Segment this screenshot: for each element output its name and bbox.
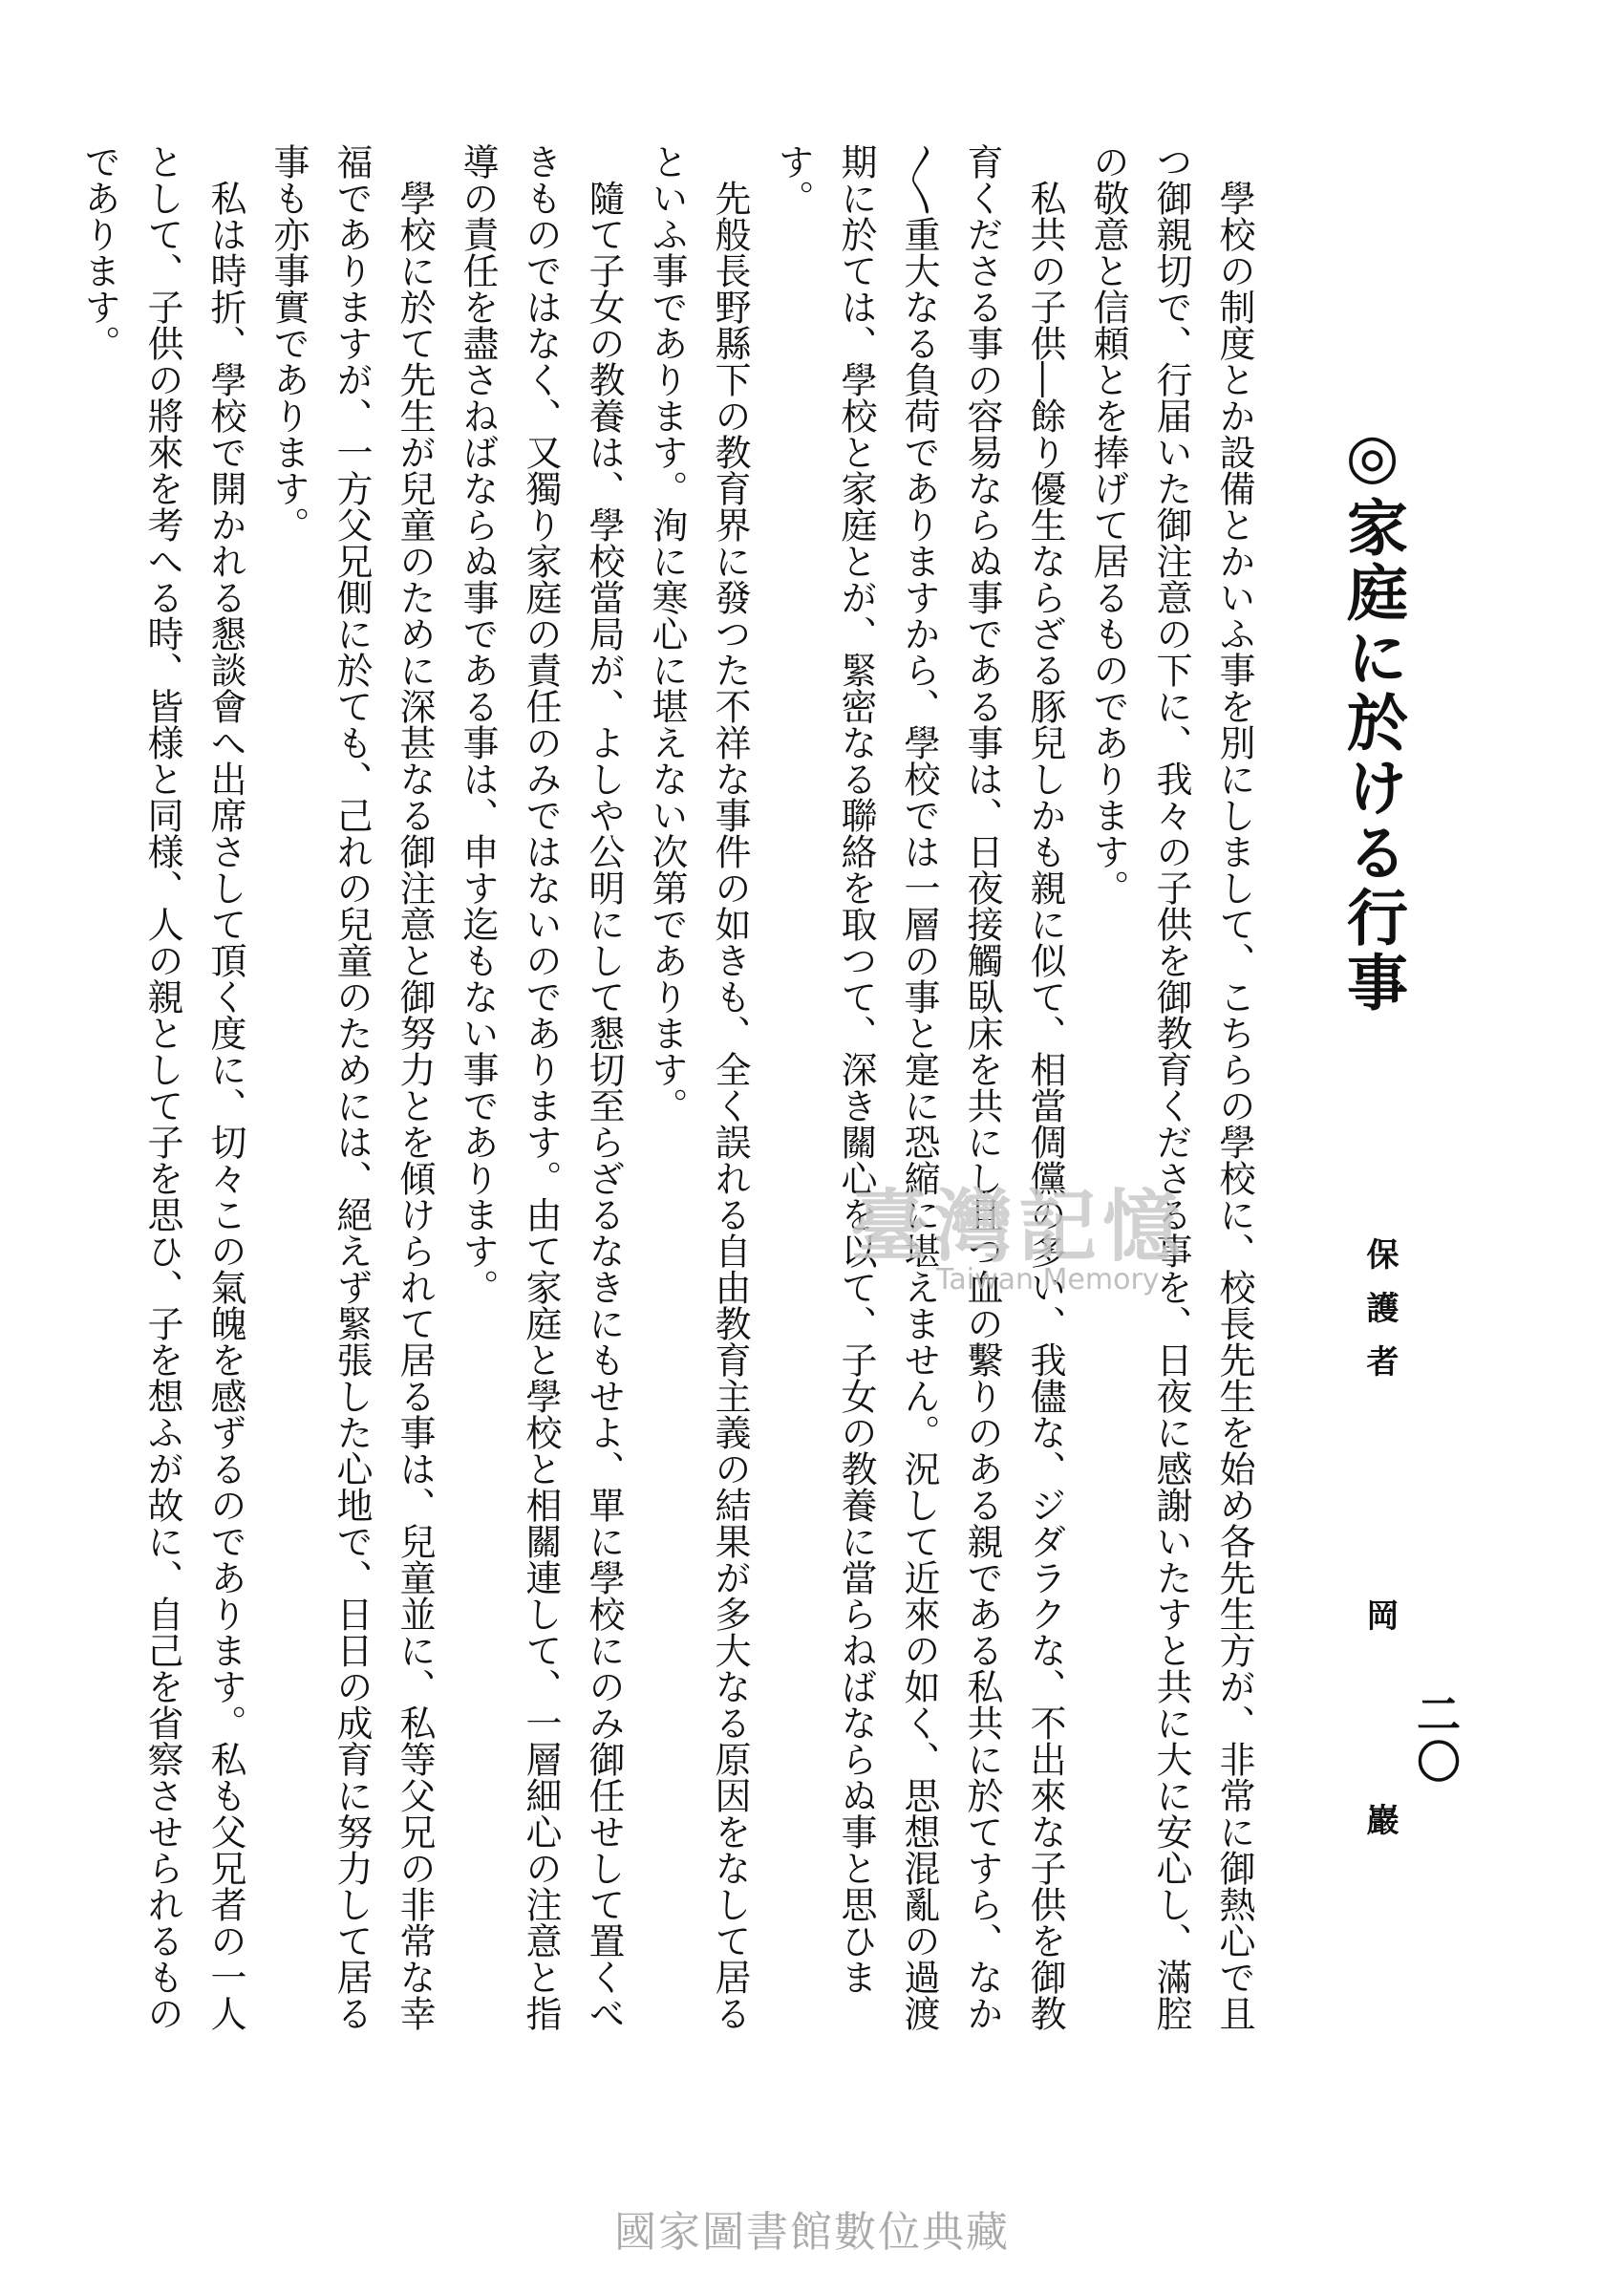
- author-name: 岡巖: [1360, 1598, 1399, 2007]
- body-paragraph-1: 學校の制度とか設備とかいふ事を別にしまして、こちらの學校に、校長先生を始め各先生方が、非常に御熱心で且つ御親切で、行届いた御注意の下に、我々の子供を御教育くださる事を、日夜に感謝いたすと共に大に安心し、滿腔の敬意と信頼とを捧げて居るものであります。: [1087, 143, 1255, 2031]
- body-paragraph-4: 隨て子女の教養は、學校當局が、よしや公明にして懇切至らざるなきにもせよ、單に學校にのみ御任せして置くべきものではなく、又獨り家庭の責任のみではないのであります。由て家庭と學校と相關連して、一層細心の注意と指導の責任を盡さねばならぬ事である事は、申す迄もない事であります。: [457, 143, 625, 2031]
- article-title: ◎家庭に於ける行事: [1336, 420, 1408, 1016]
- body-paragraph-2: 私共の子供―餘り優生ならざる豚兒しかも親に似て、相當倜儻の多い、我儘な、ジダラクな、不出來な子供を御教育くださる事の容易ならぬ事である事は、日夜接觸臥床を共にし且つ血の繫りのある親である私共に於てすら、なか〳〵重大なる負荷でありますから、學校では一層の事と寔に恐縮に堪えません。況して近來の如く、思想混亂の過渡期に於ては、學校と家庭とが、緊密なる聯絡を取つて、深き關心を以て、子女の教養に當らねばならぬ事と思ひます。: [772, 143, 1066, 2031]
- article-body: [78, 143, 1266, 2054]
- body-paragraph-5: 學校に於て先生が兒童のために深甚なる御注意と御努力とを傾けられて居る事は、兒童並に、私等父兄の非常な幸福でありますが、一方父兄側に於ても、己れの兒童のためには、絕えず緊張した心地で、日日の成育に努力して居る事も亦事實であります。: [267, 143, 436, 2031]
- body-paragraph-3: 先般長野縣下の教育界に發つた不祥な事件の如きも、全く誤れる自由教育主義の結果が多大なる原因をなして居るといふ事であります。洵に寒心に堪えない次第であります。: [646, 143, 751, 2031]
- page-number: 二〇: [1410, 1691, 1462, 1787]
- watermark-logo: 臺灣記憶: [850, 1181, 1187, 1273]
- watermark-subtitle: Taiwan Memory: [936, 1263, 1160, 1297]
- body-paragraph-6: 私は時折、學校で開かれる懇談會へ出席さして頂く度に、切々この氣魄を感ずるのであります。私も父兄者の一人として、子供の將來を考へる時、皆様と同様、人の親として子を思ひ、子を想ふが故に、自己を省察させられるものであります。: [78, 143, 246, 2031]
- library-footer: 國家圖書館數位典藏: [614, 2208, 1010, 2257]
- byline: [1357, 1237, 1403, 2007]
- author-role: 保護者: [1360, 1237, 1399, 1398]
